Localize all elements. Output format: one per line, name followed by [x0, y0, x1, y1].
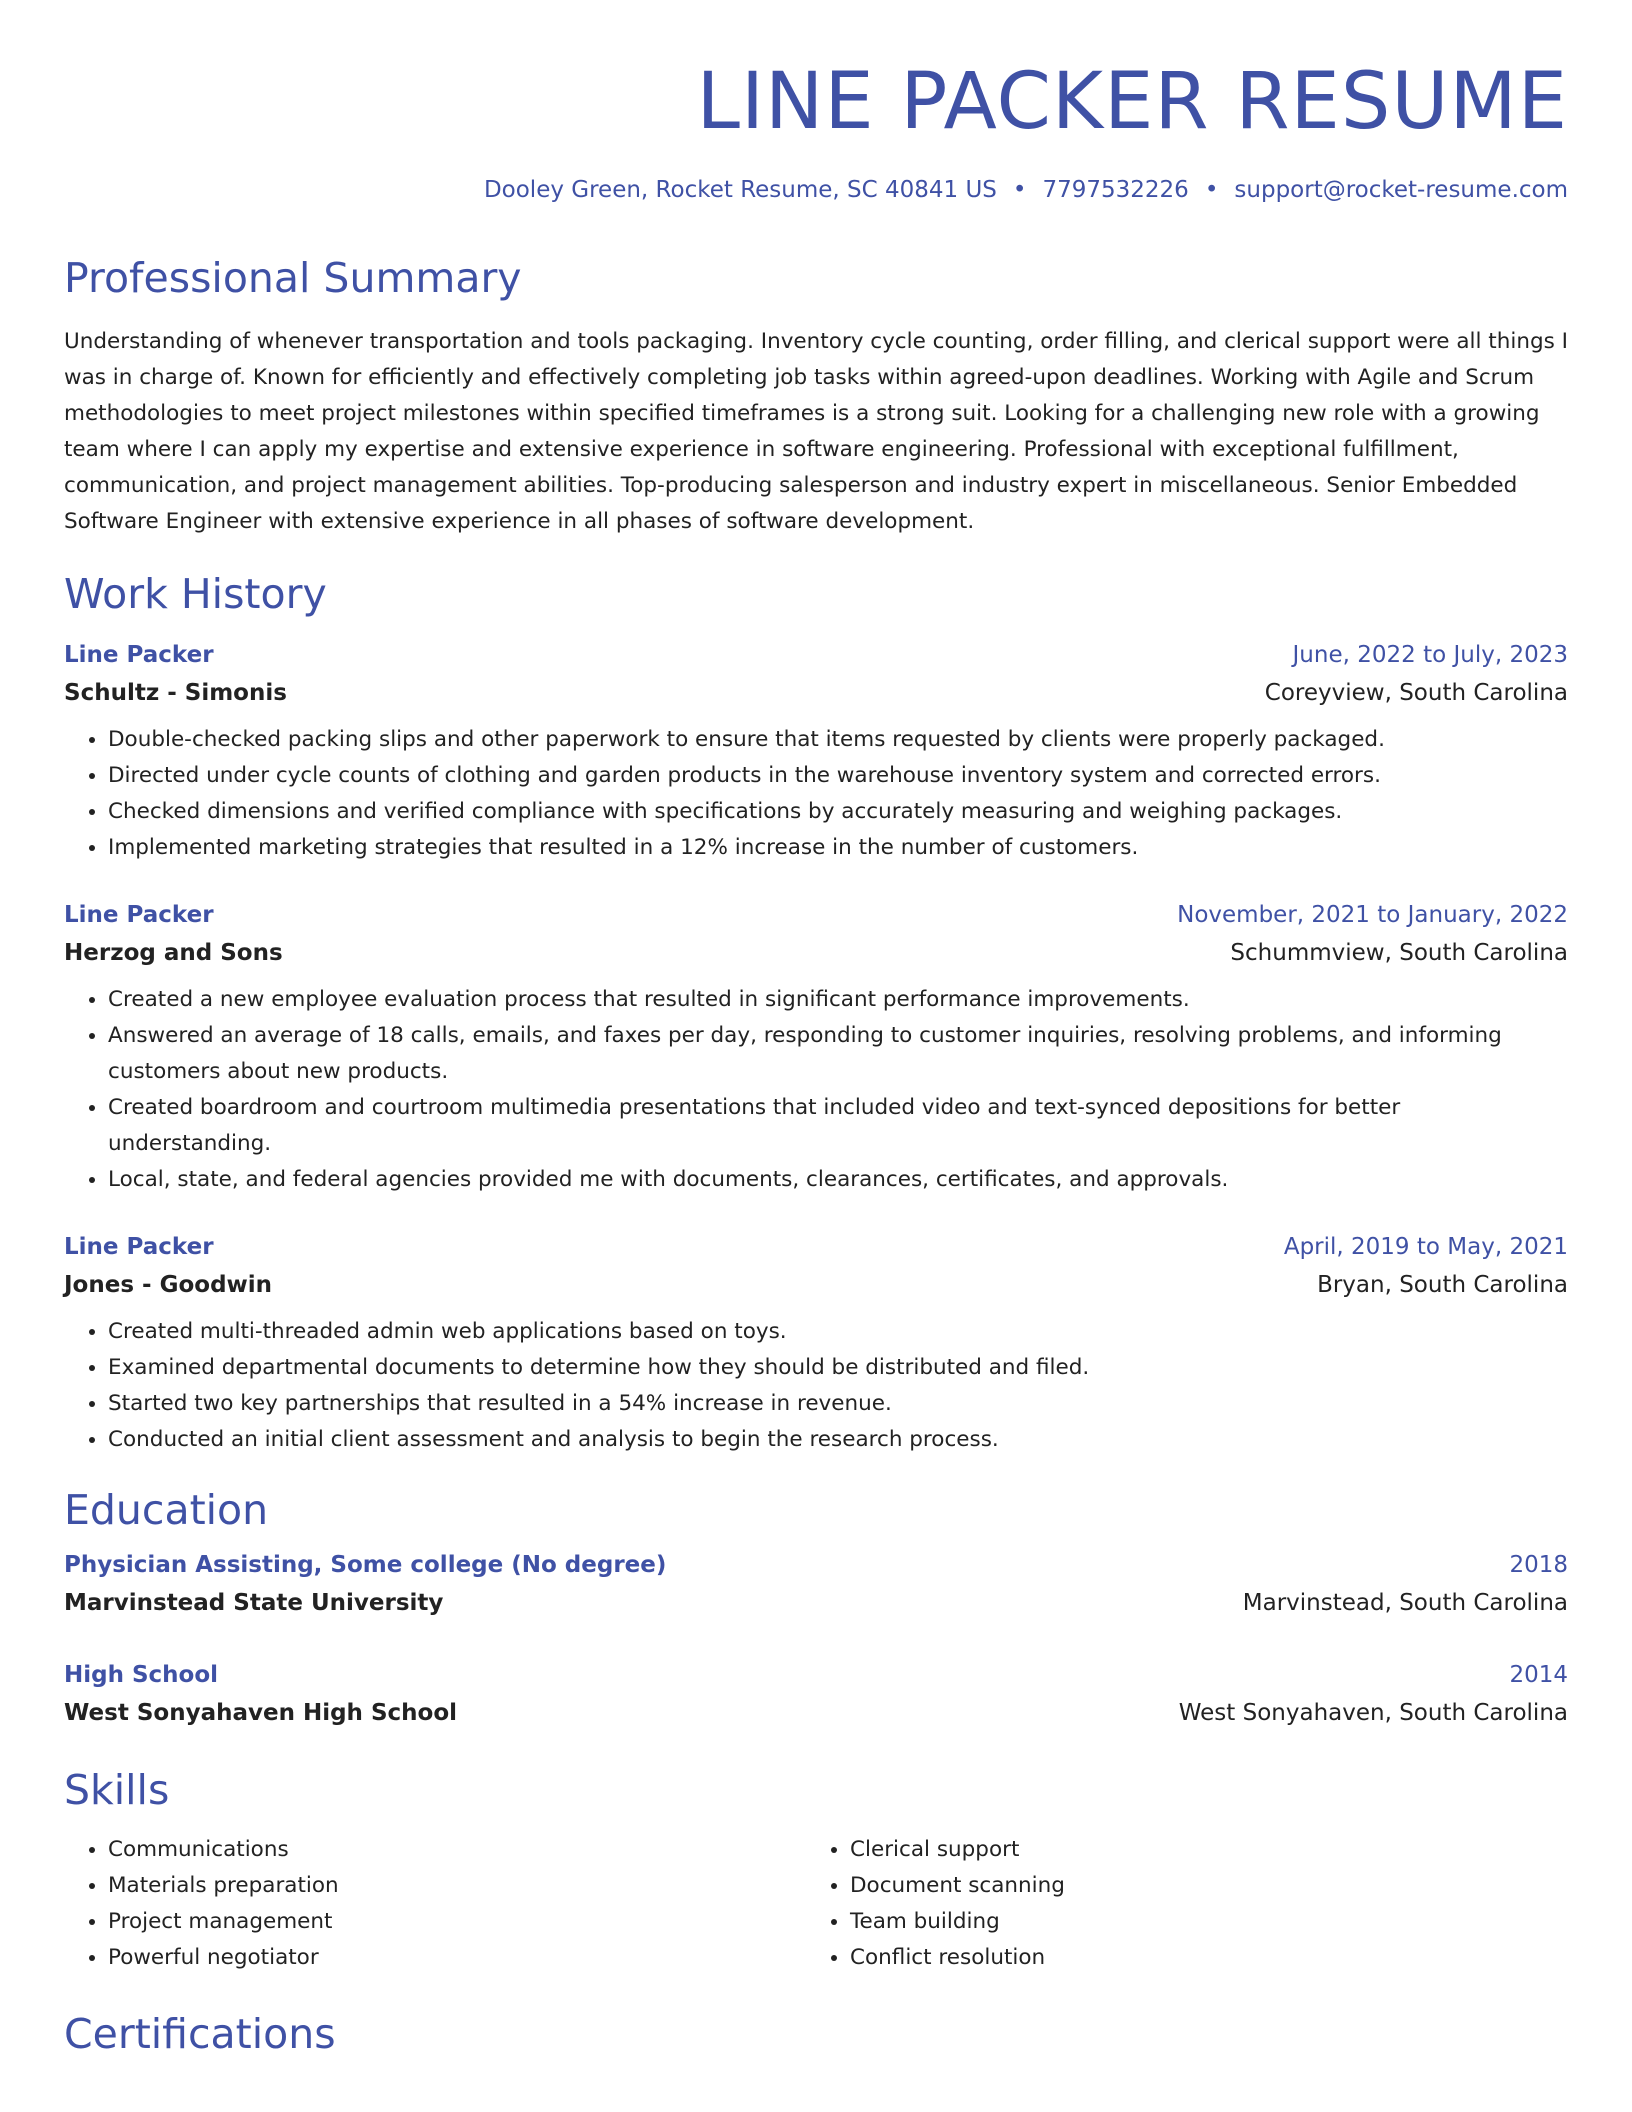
education-degree: Physician Assisting, Some college (No degree)	[64, 1552, 667, 1578]
job-bullet: • Created boardroom and courtroom multimedia presentations that included video and text-synced depositions for better understanding.	[108, 1090, 1568, 1162]
job-bullets	[64, 722, 1568, 866]
skills-list	[64, 1832, 1568, 1976]
job-entry	[64, 1228, 1568, 1458]
job-bullets	[64, 982, 1568, 1198]
job-employer: Schultz - Simonis	[64, 680, 287, 706]
job-bullet: • Examined departmental documents to determine how they should be distributed and filed.	[108, 1350, 1568, 1386]
contact-email: support@rocket-resume.com	[1234, 177, 1568, 203]
contact-separator: •	[1012, 177, 1027, 203]
job-bullet: • Started two key partnerships that resulted in a 54% increase in revenue.	[108, 1386, 1568, 1422]
job-location: Schummview, South Carolina	[1230, 940, 1568, 966]
skill-item: • Communications	[108, 1832, 806, 1868]
skill-item: • Powerful negotiator	[108, 1940, 806, 1976]
job-bullet: • Implemented marketing strategies that resulted in a 12% increase in the number of customers.	[108, 830, 1568, 866]
skills-column-left	[64, 1832, 806, 1976]
education-location: Marvinstead, South Carolina	[1242, 1590, 1568, 1616]
education-entry	[64, 1656, 1568, 1732]
job-location: Coreyview, South Carolina	[1264, 680, 1568, 706]
job-bullet: • Directed under cycle counts of clothing and garden products in the warehouse inventory system and corrected errors.	[108, 758, 1568, 794]
skill-item: • Document scanning	[850, 1868, 1548, 1904]
contact-phone: 7797532226	[1042, 177, 1189, 203]
job-bullet: • Answered an average of 18 calls, emails, and faxes per day, responding to customer inquiries, resolving problems, and informing customers about new products.	[108, 1018, 1568, 1090]
education-location: West Sonyahaven, South Carolina	[1178, 1700, 1568, 1726]
job-bullet: • Conducted an initial client assessment and analysis to begin the research process.	[108, 1422, 1568, 1458]
job-dates: November, 2021 to January, 2022	[1177, 902, 1568, 928]
job-bullet: • Double-checked packing slips and other paperwork to ensure that items requested by clients were properly packaged.	[108, 722, 1568, 758]
job-employer: Jones - Goodwin	[64, 1272, 273, 1298]
section-title-certifications: Certifications	[64, 2010, 336, 2058]
skill-item: • Conflict resolution	[850, 1940, 1548, 1976]
job-role: Line Packer	[64, 642, 214, 668]
education-school: West Sonyahaven High School	[64, 1700, 457, 1726]
job-entry	[64, 896, 1568, 1198]
contact-separator: •	[1204, 177, 1219, 203]
skill-item: • Materials preparation	[108, 1868, 806, 1904]
education-degree: High School	[64, 1662, 219, 1688]
summary-text: Understanding of whenever transportation and tools packaging. Inventory cycle counting, order filling, and clerical support were all things I was in charge of. Known for efficiently and effectively completing job tasks within agreed-upon deadlines. Working with Agile and Scrum methodologies to meet project milestones within specified timeframes is a strong suit. Looking for a challenging new role with a growing team where I can apply my expertise and extensive experience in software engineering. Professional with exceptional fulfillment, communication, and project management abilities. Top-producing salesperson and industry expert in miscellaneous. Senior Embedded Software Engineer with extensive experience in all phases of software development.	[64, 329, 1568, 534]
job-entry	[64, 636, 1568, 866]
job-location: Bryan, South Carolina	[1317, 1272, 1568, 1298]
skills-column-right	[806, 1832, 1548, 1976]
contact-address: Dooley Green, Rocket Resume, SC 40841 US	[483, 177, 997, 203]
education-school: Marvinstead State University	[64, 1590, 444, 1616]
skill-item: • Project management	[108, 1904, 806, 1940]
job-bullet: • Created a new employee evaluation process that resulted in significant performance improvements.	[108, 982, 1568, 1018]
job-bullet: • Checked dimensions and verified compliance with specifications by accurately measuring and weighing packages.	[108, 794, 1568, 830]
job-dates: April, 2019 to May, 2021	[1283, 1234, 1568, 1260]
job-role: Line Packer	[64, 902, 214, 928]
education-entry	[64, 1546, 1568, 1622]
section-title-work-history: Work History	[64, 570, 327, 618]
job-bullets	[64, 1314, 1568, 1458]
job-employer: Herzog and Sons	[64, 940, 283, 966]
section-title-education: Education	[64, 1486, 269, 1534]
education-year: 2014	[1509, 1662, 1568, 1688]
resume-title: LINE PACKER RESUME	[696, 57, 1568, 147]
contact-line	[64, 174, 1568, 206]
job-role: Line Packer	[64, 1234, 214, 1260]
skill-item: • Clerical support	[850, 1832, 1548, 1868]
job-bullet: • Created multi-threaded admin web applications based on toys.	[108, 1314, 1568, 1350]
education-year: 2018	[1509, 1552, 1568, 1578]
skill-item: • Team building	[850, 1904, 1548, 1940]
section-title-summary: Professional Summary	[64, 254, 522, 302]
job-bullet: • Local, state, and federal agencies provided me with documents, clearances, certificates, and approvals.	[108, 1162, 1568, 1198]
section-title-skills: Skills	[64, 1766, 170, 1814]
job-dates: June, 2022 to July, 2023	[1292, 642, 1568, 668]
